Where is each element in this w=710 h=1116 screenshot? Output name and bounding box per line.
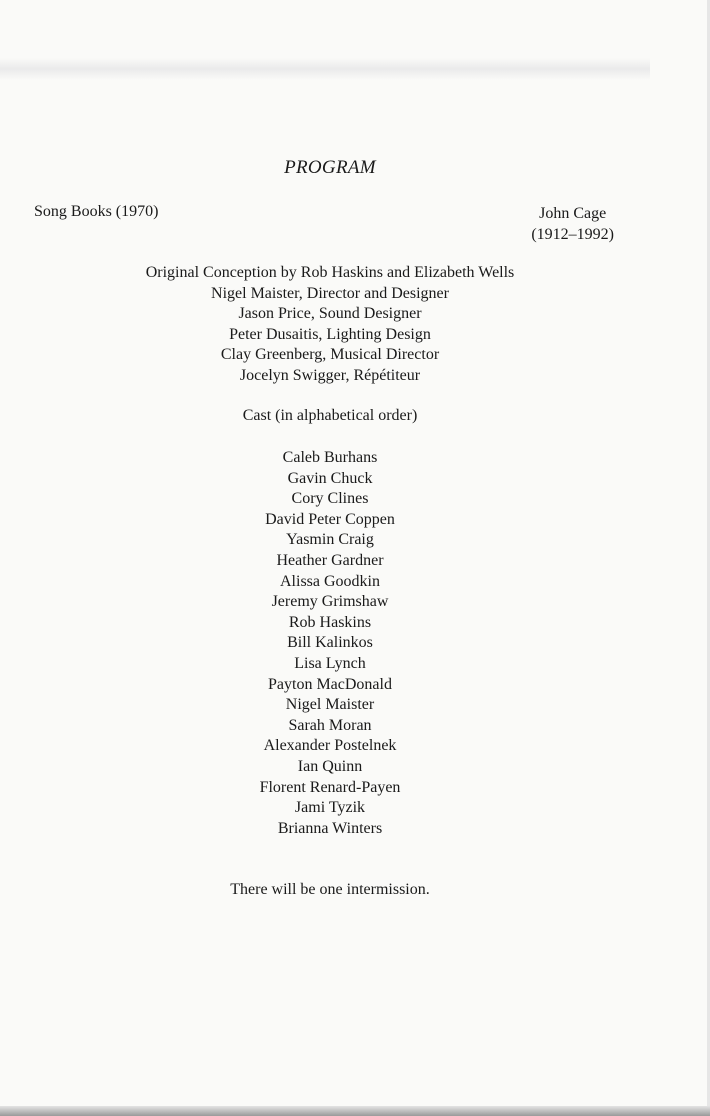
cast-member: Sarah Moran — [288, 716, 372, 734]
piece-title: Song Books (1970) — [34, 203, 159, 220]
cast-member: Jeremy Grimshaw — [271, 593, 389, 611]
cast-member: Ian Quinn — [297, 757, 363, 775]
cast-member: Gavin Chuck — [287, 469, 373, 487]
cast-member: Florent Renard-Payen — [259, 778, 401, 796]
credit-line: Original Conception by Rob Haskins and Elizabeth Wells — [145, 264, 515, 281]
credits-list — [0, 263, 660, 387]
credit-line: Jocelyn Swigger, Répétiteur — [239, 366, 421, 384]
cast-member: Lisa Lynch — [294, 654, 366, 672]
cast-heading: Cast (in alphabetical order) — [242, 407, 418, 424]
cast-member: Alissa Goodkin — [280, 572, 380, 590]
credit-line: Jason Price, Sound Designer — [238, 305, 422, 323]
cast-member: Yasmin Craig — [286, 531, 374, 549]
cast-list — [0, 448, 660, 839]
cast-member: Bill Kalinkos — [287, 634, 373, 652]
cast-member: Cory Clines — [291, 490, 369, 508]
credit-line: Peter Dusaitis, Lighting Design — [229, 325, 431, 343]
composer-block — [531, 203, 614, 245]
page-edge-bottom — [0, 1106, 710, 1116]
credit-line: Clay Greenberg, Musical Director — [220, 346, 440, 364]
cast-member: Rob Haskins — [288, 613, 372, 631]
cast-member: Jami Tyzik — [294, 799, 366, 817]
page-title: PROGRAM — [284, 157, 376, 178]
cast-member: Alexander Postelnek — [263, 737, 397, 755]
bleed-through-band — [0, 58, 650, 80]
composer-dates: (1912–1992) — [531, 226, 614, 243]
cast-member: Nigel Maister — [285, 696, 375, 714]
intermission-note: There will be one intermission. — [230, 881, 430, 898]
cast-member: Caleb Burhans — [282, 449, 378, 466]
cast-member: Payton MacDonald — [268, 675, 392, 693]
composer-name: John Cage — [539, 205, 607, 222]
cast-member: Brianna Winters — [277, 819, 383, 837]
cast-member: Heather Gardner — [276, 551, 384, 569]
credit-line: Nigel Maister, Director and Designer — [211, 284, 449, 302]
cast-member: David Peter Coppen — [265, 510, 395, 528]
